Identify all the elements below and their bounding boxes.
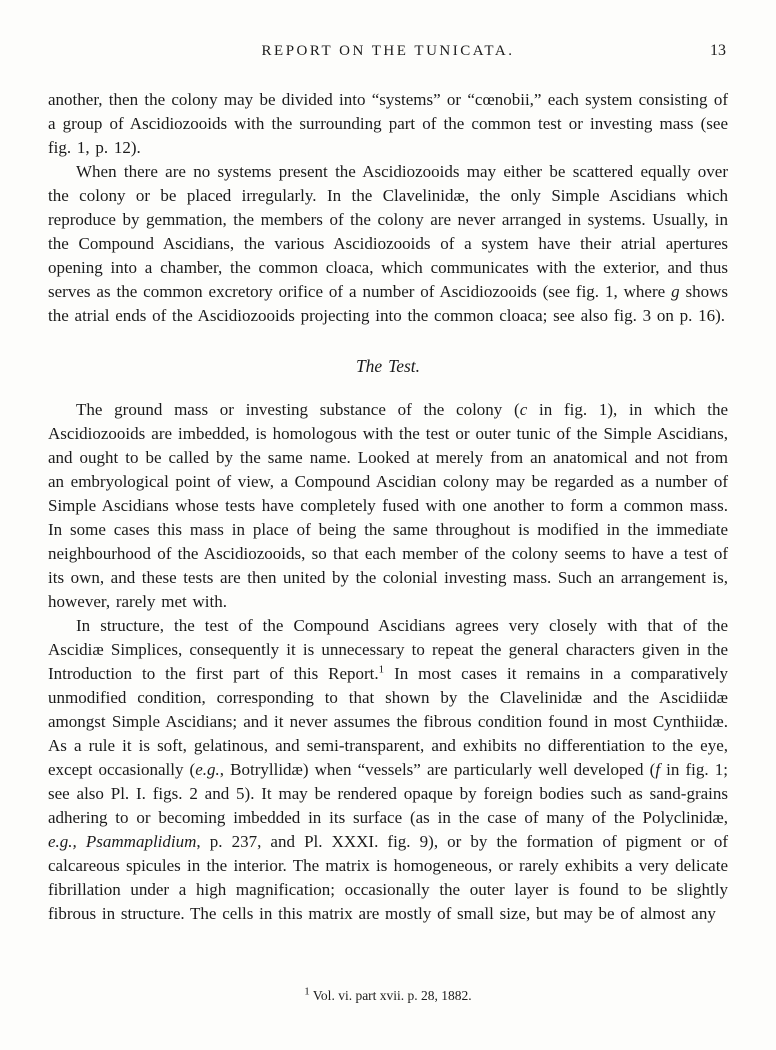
text-run: shows the atrial ends of the Ascidiozooids projecting into the common cloaca; see also fig. 3 on p. 16). bbox=[48, 282, 729, 325]
text-run: , p. 237, and Pl. XXXI. fig. 9), or by the formation of pigment or of calcareous spicules in the interior. The matrix is homogeneous, or rarely exhibits a very delicate fibrillation under a high magnification; occasionally the outer layer is found to be slightly fibrous in structure. The cells in this matrix are mostly of small size, but may be of almost any bbox=[48, 832, 728, 923]
text-run: in fig. 1; see also Pl. I. figs. 2 and 5). It may be rendered opaque by foreign bodies such as sand-grains adhering to or becoming imbedded in its surface (as in the case of many of the Polyclinidæ, bbox=[48, 760, 728, 827]
paragraph-3 bbox=[48, 398, 728, 614]
paragraph-4 bbox=[48, 614, 728, 926]
footnote-marker: 1 bbox=[304, 985, 310, 998]
running-title: REPORT ON THE TUNICATA. bbox=[261, 43, 515, 59]
text-run: The ground mass or investing substance of the colony ( bbox=[76, 400, 520, 419]
text-run: When there are no systems present the Ascidiozooids may either be scattered equally over the colony or be placed irregularly. In the Clavelinidæ, the only Simple Ascidians which reproduce by gemmation, the members of the colony are never arranged in systems. Usually, in the Compound Ascidians, the various Ascidiozooids of a system have their atrial apertures opening into a chamber, the common cloaca, which communicates with the exterior, and thus serves as the common excretory orifice of a number of Ascidiozooids (see fig. 1, where bbox=[48, 162, 728, 301]
italic-run: f bbox=[655, 760, 661, 779]
footnote-marker: 1 bbox=[378, 663, 385, 676]
page-header bbox=[48, 42, 728, 66]
paragraph-1 bbox=[48, 88, 728, 160]
italic-run: The Test. bbox=[355, 356, 421, 376]
section-heading bbox=[48, 354, 728, 378]
italic-run: e.g. bbox=[195, 760, 220, 779]
page-number: 13 bbox=[710, 42, 726, 59]
italic-run: e.g., Psammaplidium bbox=[48, 832, 197, 851]
footnote-text bbox=[304, 985, 472, 1003]
text-run: In most cases it remains in a comparatively unmodified condition, corresponding to that shown by the Clavelinidæ and the Ascidiidæ amongst Simple Ascidians; and it never assumes the fibrous condition found in most Cynthiidæ. As a rule it is soft, gelatinous, and semi-transparent, and exhibits no differentiation to the eye, except occasionally ( bbox=[48, 664, 728, 779]
text-run: In structure, the test of the Compound Ascidians agrees very closely with that of the Ascidiæ Simplices, consequently it is unnecessary to repeat the general characters given in the Introduction to the first part of this Report. bbox=[48, 616, 728, 683]
text-run: in fig. 1), in which the Ascidiozooids are imbedded, is homologous with the test or outer tunic of the Simple Ascidians, and ought to be called by the same name. Looked at merely from an anatomical and not from an embryological point of view, a Compound Ascidian colony may be regarded as a number of Simple Ascidians whose tests have completely fused with one another to form a common mass. In some cases this mass in place of being the same throughout is modified in the immediate neighbourhood of the Ascidiozooids, so that each member of the colony seems to have a test of its own, and these tests are then united by the colonial investing mass. Such an arrangement is, however, rarely met with. bbox=[48, 400, 728, 611]
text-run: Vol. vi. part xvii. p. 28, 1882. bbox=[309, 988, 472, 1003]
italic-run: c bbox=[519, 400, 528, 419]
text-run: another, then the colony may be divided into “systems” or “cœnobii,” each system consisting of a group of Ascidiozooids with the surrounding part of the common test or investing mass (see fig. 1, p. 12). bbox=[48, 90, 728, 157]
body-text bbox=[48, 88, 728, 926]
text-run: , Botryllidæ) when “vessels” are particularly well developed ( bbox=[219, 760, 656, 779]
paragraph-2 bbox=[48, 160, 728, 328]
italic-run: g bbox=[671, 282, 680, 301]
footnote bbox=[48, 985, 728, 1004]
